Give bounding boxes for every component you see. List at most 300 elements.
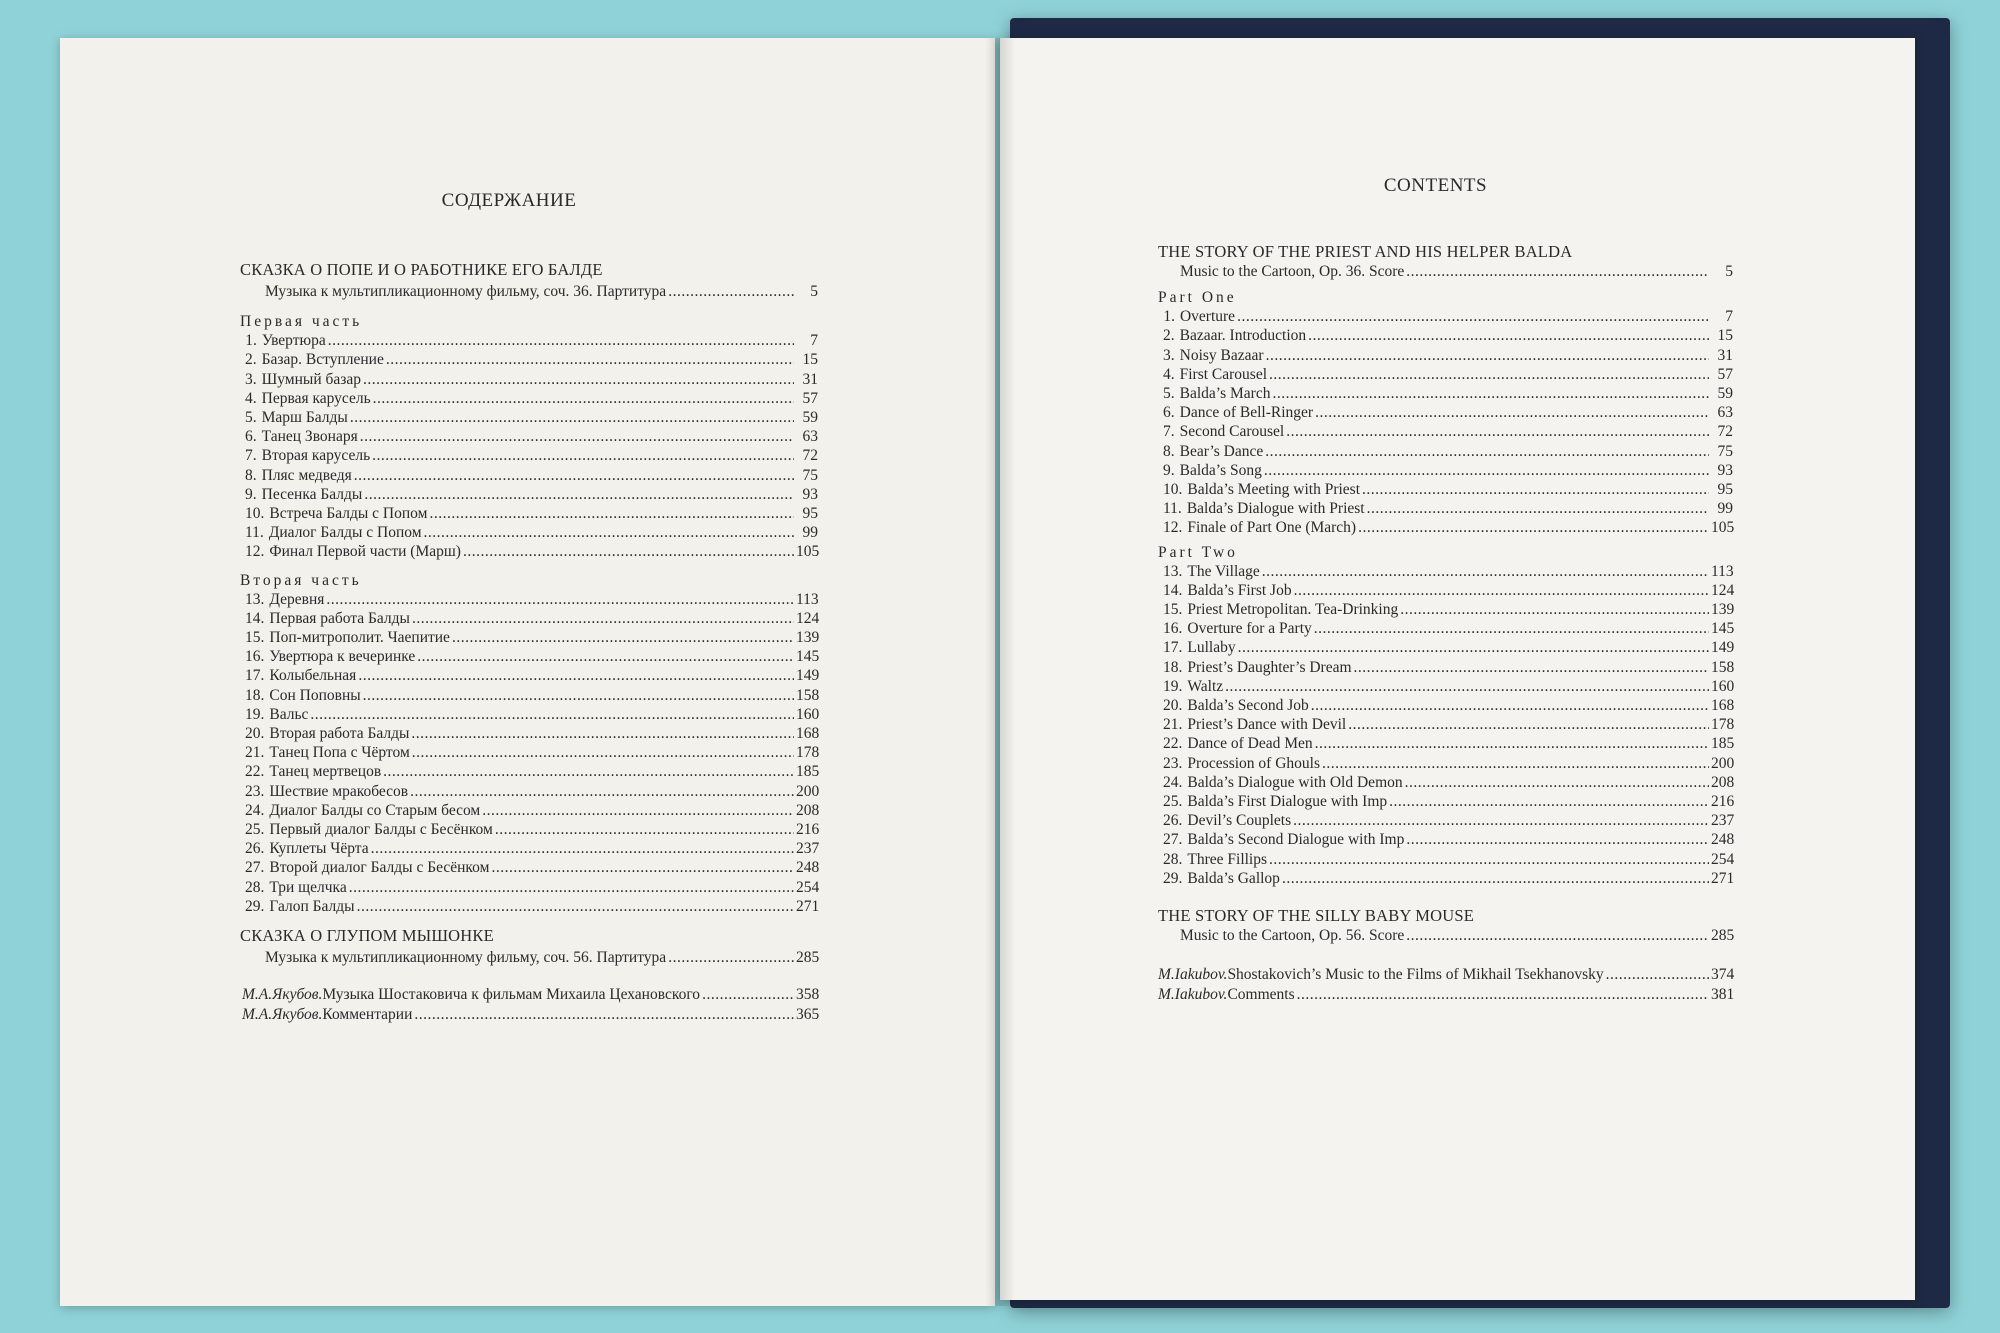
toc-row-page: 216 xyxy=(1711,793,1735,811)
toc-row-title: Базар. Вступление xyxy=(261,351,384,369)
toc-row-title: Первая карусель xyxy=(261,389,371,407)
dot-leader xyxy=(495,820,794,839)
toc-list xyxy=(1158,307,1733,537)
toc-row-title: Dance of Dead Men xyxy=(1187,735,1313,753)
toc-row-number: 19. xyxy=(245,705,265,723)
toc-row-number: 3. xyxy=(245,370,257,388)
dot-leader xyxy=(1269,850,1709,869)
toc-row-page: 72 xyxy=(802,447,818,465)
toc-row-page: 59 xyxy=(1717,385,1733,403)
dot-leader xyxy=(1265,442,1709,461)
dot-leader xyxy=(1315,734,1709,753)
toc-row-page: 7 xyxy=(1725,308,1733,326)
toc-row-page: 124 xyxy=(1711,581,1735,599)
toc-row-page: 15 xyxy=(1717,327,1733,345)
toc-row xyxy=(240,350,818,369)
toc-row-page: 93 xyxy=(802,485,818,503)
toc-row-number: 13. xyxy=(245,590,265,608)
toc-row-number: 2. xyxy=(1163,327,1175,345)
toc-row xyxy=(1158,480,1733,499)
dot-leader xyxy=(410,782,794,801)
toc-row-title: Music to the Cartoon, Op. 56. Score xyxy=(1180,927,1405,945)
toc-row-title: Пляс медведя xyxy=(261,466,352,484)
toc-row-title: Comments xyxy=(1227,985,1295,1003)
toc-row xyxy=(240,858,818,877)
toc-row xyxy=(240,647,818,666)
toc-row-title: Second Carousel xyxy=(1179,423,1285,441)
dot-leader xyxy=(1400,600,1709,619)
toc-row-page: 248 xyxy=(1711,831,1735,849)
toc-row-page: 158 xyxy=(796,686,820,704)
toc-row-page: 208 xyxy=(796,801,820,819)
toc-row-number: 9. xyxy=(1163,461,1175,479)
story-title: THE STORY OF THE PRIEST AND HIS HELPER BALDA xyxy=(1158,242,1573,261)
toc-row xyxy=(1158,307,1733,326)
toc-row-title: Music to the Cartoon, Op. 36. Score xyxy=(1180,263,1405,280)
toc-row-number: 20. xyxy=(1163,697,1183,715)
toc-row xyxy=(1158,442,1733,461)
toc-row xyxy=(1158,422,1733,441)
dot-leader xyxy=(328,331,794,350)
toc-row-page: 63 xyxy=(1717,404,1733,422)
toc-row-page: 185 xyxy=(796,763,820,781)
toc-row-title: Bazaar. Introduction xyxy=(1179,327,1307,345)
dot-leader xyxy=(668,282,794,301)
toc-row-title: Музыка к мультипликационному фильму, соч. 56. Партитура xyxy=(265,949,667,967)
toc-row-number: 1. xyxy=(245,332,257,350)
essay-list xyxy=(1158,965,1733,1003)
toc-row-number: 19. xyxy=(1163,677,1183,695)
toc-row-title: Встреча Балды с Попом xyxy=(269,505,428,523)
toc-english xyxy=(1158,175,1733,1004)
toc-row xyxy=(240,686,818,705)
dot-leader xyxy=(414,1005,794,1024)
toc-row xyxy=(1158,830,1733,849)
toc-row xyxy=(240,331,818,350)
toc-row xyxy=(240,446,818,465)
dot-leader xyxy=(1358,518,1709,537)
toc-row-title: Три щелчка xyxy=(269,878,347,896)
toc-row-title: Танец мертвецов xyxy=(269,763,382,781)
toc-row-number: 11. xyxy=(245,524,264,542)
toc-row-title: Balda’s First Dialogue with Imp xyxy=(1187,793,1388,811)
toc-row xyxy=(1158,792,1733,811)
toc-row-page: 200 xyxy=(796,782,820,800)
toc-row xyxy=(1158,754,1733,773)
dot-leader xyxy=(357,897,794,916)
toc-row-title: Поп-митрополит. Чаепитие xyxy=(269,629,450,647)
toc-row-page: 5 xyxy=(810,283,818,300)
toc-row-page: 57 xyxy=(1717,365,1733,383)
toc-row-title: Priest’s Daughter’s Dream xyxy=(1187,658,1352,676)
toc-list xyxy=(1158,562,1733,888)
toc-row-page: 149 xyxy=(796,667,820,685)
toc-row-title: Вторая работа Балды xyxy=(269,725,410,743)
toc-row-page: 185 xyxy=(1711,735,1735,753)
toc-row xyxy=(1158,262,1733,281)
dot-leader xyxy=(1314,619,1709,638)
dot-leader xyxy=(463,542,794,561)
toc-row-title: Колыбельная xyxy=(269,667,357,685)
dot-leader xyxy=(310,705,794,724)
toc-row-title: Первый диалог Балды с Бесёнком xyxy=(269,821,493,839)
dot-leader xyxy=(1238,638,1709,657)
toc-row xyxy=(240,628,818,647)
dot-leader xyxy=(350,408,794,427)
toc-row-page: 358 xyxy=(796,986,820,1004)
toc-row-number: 29. xyxy=(1163,869,1183,887)
toc-row-title: First Carousel xyxy=(1179,365,1268,383)
toc-row-title: Диалог Балды с Попом xyxy=(268,524,422,542)
toc-row xyxy=(1158,850,1733,869)
dot-leader xyxy=(1362,480,1709,499)
toc-row-number: 4. xyxy=(245,389,257,407)
toc-row-title: Balda’s Song xyxy=(1179,461,1262,479)
toc-row-page: 57 xyxy=(802,389,818,407)
essay-author: М.А.Якубов. xyxy=(242,986,323,1004)
toc-row-title: Overture xyxy=(1179,308,1236,326)
dot-leader xyxy=(1354,658,1709,677)
dot-leader xyxy=(1406,926,1709,945)
toc-row-page: 254 xyxy=(1711,850,1735,868)
toc-row-page: 139 xyxy=(796,629,820,647)
toc-row-page: 285 xyxy=(796,949,820,967)
dot-leader xyxy=(429,504,794,523)
toc-row-page: 200 xyxy=(1711,754,1735,772)
toc-row-number: 24. xyxy=(1163,773,1183,791)
toc-row-page: 95 xyxy=(802,505,818,523)
toc-row-number: 15. xyxy=(245,629,265,647)
toc-row-page: 216 xyxy=(796,821,820,839)
toc-row-title: Balda’s March xyxy=(1179,385,1271,403)
dot-leader xyxy=(491,858,794,877)
part-label: Part One xyxy=(1158,289,1237,307)
toc-row-page: 149 xyxy=(1711,639,1735,657)
dot-leader xyxy=(417,647,794,666)
toc-row xyxy=(1158,619,1733,638)
toc-row xyxy=(240,666,818,685)
page-title: СОДЕРЖАНИЕ xyxy=(441,190,577,211)
toc-row-number: 7. xyxy=(245,447,257,465)
toc-row-number: 21. xyxy=(1163,716,1183,734)
dot-leader xyxy=(363,370,794,389)
toc-row-page: 75 xyxy=(802,466,818,484)
toc-row-title: Balda’s Dialogue with Old Demon xyxy=(1187,773,1403,791)
toc-row xyxy=(240,820,818,839)
toc-row-title: Увертюра к вечеринке xyxy=(269,648,416,666)
story-title: СКАЗКА О ПОПЕ И О РАБОТНИКЕ ЕГО БАЛДЕ xyxy=(240,260,603,279)
toc-row-page: 95 xyxy=(1717,481,1733,499)
toc-row-page: 271 xyxy=(1711,869,1735,887)
dot-leader xyxy=(1389,792,1709,811)
toc-row-title: Сон Поповны xyxy=(269,686,361,704)
toc-row-title: Музыка к мультипликационному фильму, соч. 36. Партитура xyxy=(265,283,667,300)
toc-row-number: 11. xyxy=(1163,500,1182,518)
toc-row-title: Галоп Балды xyxy=(269,897,355,915)
toc-row-title: Priest’s Dance with Devil xyxy=(1187,716,1347,734)
dot-leader xyxy=(363,686,794,705)
toc-row xyxy=(1158,461,1733,480)
toc-row-title: Balda’s Second Dialogue with Imp xyxy=(1187,831,1405,849)
toc-row-title: Overture for a Party xyxy=(1187,620,1312,638)
part-label: Первая часть xyxy=(240,313,363,331)
toc-row-number: 3. xyxy=(1163,346,1175,364)
toc-row xyxy=(240,705,818,724)
toc-row-number: 21. xyxy=(245,744,265,762)
toc-row-number: 17. xyxy=(1163,639,1183,657)
toc-row-number: 20. xyxy=(245,725,265,743)
dot-leader xyxy=(1311,696,1709,715)
toc-row xyxy=(1158,734,1733,753)
toc-row-number: 17. xyxy=(245,667,265,685)
book-spine xyxy=(985,38,1015,1306)
toc-row-page: 381 xyxy=(1711,985,1735,1003)
dot-leader xyxy=(1297,985,1709,1004)
toc-row-title: Финал Первой части (Марш) xyxy=(269,543,461,561)
toc-row xyxy=(1158,965,1733,984)
page-title: CONTENTS xyxy=(1383,175,1488,196)
dot-leader xyxy=(1606,965,1709,984)
toc-row-number: 29. xyxy=(245,897,265,915)
toc-row-page: 105 xyxy=(796,543,820,561)
dot-leader xyxy=(411,724,794,743)
toc-row-title: Куплеты Чёрта xyxy=(269,840,369,858)
toc-row-title: Второй диалог Балды с Бесёнком xyxy=(269,859,490,877)
toc-row xyxy=(240,282,818,301)
dot-leader xyxy=(372,446,794,465)
essay-author: М.А.Якубов. xyxy=(242,1005,323,1023)
dot-leader xyxy=(1406,262,1709,281)
toc-row-number: 28. xyxy=(245,878,265,896)
toc-row-title: Bear’s Dance xyxy=(1179,442,1264,460)
toc-row-number: 26. xyxy=(1163,812,1183,830)
toc-row-number: 18. xyxy=(1163,658,1183,676)
toc-row xyxy=(1158,715,1733,734)
toc-row-page: 271 xyxy=(796,897,820,915)
dot-leader xyxy=(1282,869,1709,888)
toc-row-number: 10. xyxy=(1163,481,1183,499)
toc-row-title: Песенка Балды xyxy=(261,485,363,503)
toc-row-page: 99 xyxy=(802,524,818,542)
dot-leader xyxy=(1293,811,1709,830)
dot-leader xyxy=(702,985,794,1004)
story-title: СКАЗКА О ГЛУПОМ МЫШОНКЕ xyxy=(240,926,494,946)
toc-row xyxy=(1158,518,1733,537)
toc-row-title: Shostakovich’s Music to the Films of Mikhail Tsekhanovsky xyxy=(1227,966,1604,984)
toc-row-number: 16. xyxy=(245,648,265,666)
dot-leader xyxy=(1348,715,1709,734)
toc-row-page: 208 xyxy=(1711,773,1735,791)
toc-row-number: 22. xyxy=(1163,735,1183,753)
dot-leader xyxy=(668,948,794,967)
toc-row xyxy=(1158,403,1733,422)
toc-row-number: 12. xyxy=(1163,519,1183,537)
dot-leader xyxy=(373,389,794,408)
toc-row xyxy=(1158,658,1733,677)
toc-row xyxy=(1158,365,1733,384)
toc-row-number: 22. xyxy=(245,763,265,781)
toc-row-title: Музыка Шостаковича к фильмам Михаила Цехановского xyxy=(322,986,701,1004)
toc-row-number: 18. xyxy=(245,686,265,704)
toc-row-number: 23. xyxy=(1163,754,1183,772)
toc-row xyxy=(240,948,818,967)
toc-row-number: 26. xyxy=(245,840,265,858)
toc-row-page: 72 xyxy=(1717,423,1733,441)
toc-row-title: Procession of Ghouls xyxy=(1187,754,1320,772)
toc-row xyxy=(240,609,818,628)
toc-row-number: 24. xyxy=(245,801,265,819)
toc-row xyxy=(240,839,818,858)
toc-row-number: 27. xyxy=(1163,831,1183,849)
toc-row xyxy=(240,724,818,743)
toc-row-page: 139 xyxy=(1711,601,1735,619)
toc-row-number: 15. xyxy=(1163,601,1183,619)
dot-leader xyxy=(1266,346,1709,365)
toc-row xyxy=(240,427,818,446)
dot-leader xyxy=(424,523,795,542)
essay-list xyxy=(240,985,818,1023)
toc-row xyxy=(1158,696,1733,715)
dot-leader xyxy=(326,590,794,609)
toc-row-number: 12. xyxy=(245,543,265,561)
toc-row-page: 7 xyxy=(810,332,818,350)
toc-row xyxy=(240,1005,818,1024)
dot-leader xyxy=(1237,307,1709,326)
part-label: Part Two xyxy=(1158,543,1238,561)
dot-leader xyxy=(1225,677,1709,696)
toc-row-number: 5. xyxy=(1163,385,1175,403)
toc-row-title: Balda’s First Job xyxy=(1187,581,1292,599)
toc-row-title: Balda’s Second Job xyxy=(1187,697,1309,715)
toc-row-number: 8. xyxy=(1163,442,1175,460)
toc-row xyxy=(1158,326,1733,345)
essay-author: M.Iakubov. xyxy=(1158,966,1228,984)
toc-row-title: Lullaby xyxy=(1187,639,1236,657)
toc-row-title: Balda’s Dialogue with Priest xyxy=(1186,500,1365,518)
dot-leader xyxy=(412,743,794,762)
toc-row-title: Balda’s Gallop xyxy=(1187,869,1280,887)
toc-row-title: Dance of Bell-Ringer xyxy=(1179,404,1314,422)
toc-row xyxy=(240,590,818,609)
toc-row-number: 10. xyxy=(245,505,265,523)
toc-row-number: 16. xyxy=(1163,620,1183,638)
toc-row xyxy=(240,762,818,781)
toc-row xyxy=(240,897,818,916)
toc-row xyxy=(240,782,818,801)
toc-row-page: 31 xyxy=(802,370,818,388)
dot-leader xyxy=(371,839,794,858)
toc-row-title: Марш Балды xyxy=(261,409,348,427)
toc-row-title: Комментарии xyxy=(322,1005,413,1023)
toc-row-title: Деревня xyxy=(269,590,325,608)
toc-row-page: 105 xyxy=(1711,519,1735,537)
toc-row-page: 178 xyxy=(1711,716,1735,734)
dot-leader xyxy=(383,762,794,781)
dot-leader xyxy=(358,666,794,685)
dot-leader xyxy=(360,427,794,446)
toc-row-number: 1. xyxy=(1163,308,1175,326)
dot-leader xyxy=(1272,384,1709,403)
toc-row-title: Devil’s Couplets xyxy=(1187,812,1292,830)
toc-row-page: 158 xyxy=(1711,658,1735,676)
dot-leader xyxy=(1406,830,1709,849)
dot-leader xyxy=(349,878,794,897)
part-label: Вторая часть xyxy=(240,571,362,589)
toc-row-page: 124 xyxy=(796,609,820,627)
dot-leader xyxy=(1269,365,1709,384)
dot-leader xyxy=(364,485,794,504)
toc-row-page: 178 xyxy=(796,744,820,762)
toc-row xyxy=(240,801,818,820)
toc-row-title: Three Fillips xyxy=(1187,850,1268,868)
toc-row xyxy=(240,985,818,1004)
toc-row-page: 5 xyxy=(1725,263,1733,280)
toc-row xyxy=(240,523,818,542)
toc-list xyxy=(240,590,818,916)
dot-leader xyxy=(386,350,794,369)
toc-row-page: 31 xyxy=(1717,346,1733,364)
dot-leader xyxy=(1322,754,1709,773)
toc-row xyxy=(1158,811,1733,830)
dot-leader xyxy=(1262,562,1709,581)
toc-row-page: 75 xyxy=(1717,442,1733,460)
toc-row xyxy=(1158,384,1733,403)
dot-leader xyxy=(1264,461,1709,480)
toc-row-title: Balda’s Meeting with Priest xyxy=(1187,481,1361,499)
toc-row-title: Вальс xyxy=(269,705,309,723)
toc-row xyxy=(1158,600,1733,619)
toc-russian xyxy=(240,190,818,1024)
essay-author: M.Iakubov. xyxy=(1158,985,1228,1003)
toc-row-title: Первая работа Балды xyxy=(269,609,410,627)
toc-row-number: 6. xyxy=(1163,404,1175,422)
toc-row xyxy=(240,389,818,408)
toc-row xyxy=(1158,985,1733,1004)
toc-row-number: 5. xyxy=(245,409,257,427)
toc-row xyxy=(240,408,818,427)
dot-leader xyxy=(1405,773,1709,792)
toc-row-title: Шествие мракобесов xyxy=(269,782,409,800)
toc-row xyxy=(1158,499,1733,518)
toc-row-title: Диалог Балды со Старым бесом xyxy=(269,801,481,819)
toc-row-number: 23. xyxy=(245,782,265,800)
toc-row-page: 59 xyxy=(802,409,818,427)
toc-row-page: 248 xyxy=(796,859,820,877)
toc-row-number: 6. xyxy=(245,428,257,446)
dot-leader xyxy=(354,466,794,485)
toc-row-number: 25. xyxy=(1163,793,1183,811)
toc-row xyxy=(240,485,818,504)
toc-row-title: The Village xyxy=(1187,562,1260,580)
toc-row-page: 168 xyxy=(796,725,820,743)
toc-row-page: 374 xyxy=(1711,966,1735,984)
toc-row xyxy=(1158,638,1733,657)
toc-row-page: 237 xyxy=(796,840,820,858)
toc-row-page: 365 xyxy=(796,1005,820,1023)
toc-row-number: 27. xyxy=(245,859,265,877)
toc-row-number: 7. xyxy=(1163,423,1175,441)
dot-leader xyxy=(1315,403,1709,422)
toc-row xyxy=(240,370,818,389)
toc-row-page: 63 xyxy=(802,428,818,446)
toc-row xyxy=(1158,926,1733,945)
toc-row-page: 254 xyxy=(796,878,820,896)
toc-row-title: Вторая карусель xyxy=(261,447,371,465)
toc-row-number: 14. xyxy=(245,609,265,627)
dot-leader xyxy=(482,801,794,820)
toc-row-page: 15 xyxy=(802,351,818,369)
toc-row-page: 160 xyxy=(796,705,820,723)
